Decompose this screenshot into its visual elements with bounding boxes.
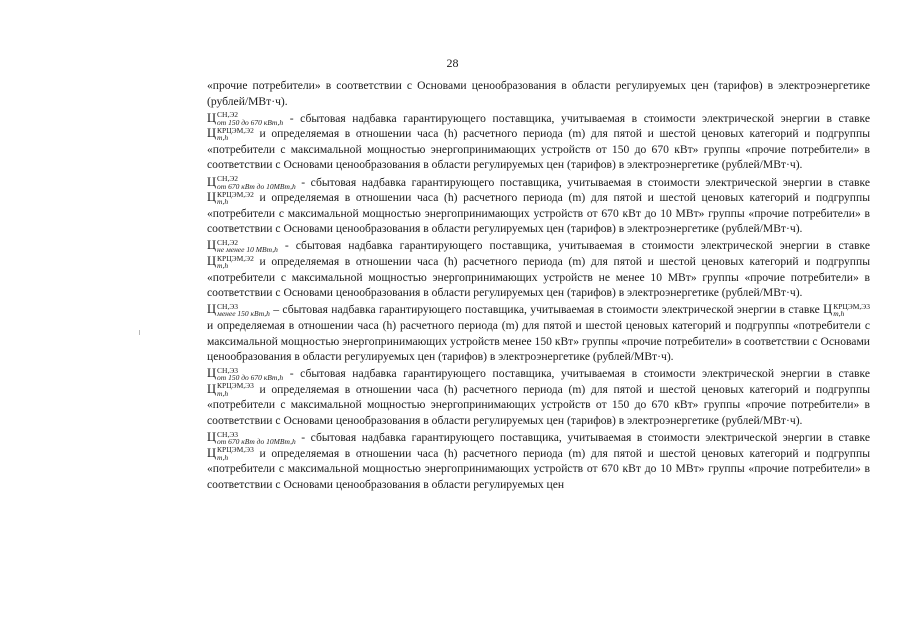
symbol-superscript: СН,Э3 xyxy=(217,301,239,311)
definition-paragraph-1 xyxy=(207,111,870,173)
symbol-superscript: СН,Э3 xyxy=(217,429,239,439)
definition-text: - сбытовая надбавка гарантирующего поставщика, учитываемая в стоимости электрической энергии в ставке xyxy=(283,111,870,125)
symbol-letter: Ц xyxy=(207,190,217,205)
definition-text: - сбытовая надбавка гарантирующего поставщика, учитываемая в стоимости электрической энергии в ставке xyxy=(295,175,870,189)
tariff-symbol xyxy=(207,429,296,447)
rate-subscript: m,h xyxy=(217,133,229,143)
rate-subscript: m,h xyxy=(217,261,229,271)
symbol-subscript: не менее 10 МВт,h xyxy=(217,245,278,255)
definition-paragraph-6 xyxy=(207,430,870,492)
symbol-subscript: менее 150 кВт,h xyxy=(217,309,270,319)
rate-subscript: m,h xyxy=(217,197,229,207)
rate-superscript: КРЦЭМ,Э2 xyxy=(217,189,254,199)
definition-text-continued: и определяемая в отношении часа (h) расчетного периода (m) для пятой и шестой ценовых категорий и подгруппы «потребители с максимальной мощностью энергопринимающих устройств от 670 кВт до 10 МВт» группы «прочие потребители» в соответствии с Основами ценообразования в области регулируемых цен (тарифов) в электроэнергетике (рублей/МВт·ч). xyxy=(207,191,870,236)
rate-symbol xyxy=(207,253,254,271)
symbol-superscript: СН,Э3 xyxy=(217,365,239,375)
rate-symbol xyxy=(207,383,254,396)
rate-symbol xyxy=(207,447,254,460)
rate-superscript: КРЦЭМ,Э3 xyxy=(833,301,870,311)
rate-superscript: КРЦЭМ,Э3 xyxy=(217,445,254,455)
symbol-superscript: СН,Э2 xyxy=(217,237,239,247)
definition-paragraph-4 xyxy=(207,302,870,364)
tariff-symbol xyxy=(207,176,296,189)
symbol-subscript: от 150 до 670 кВт,h xyxy=(217,117,284,127)
definition-text: - сбытовая надбавка гарантирующего поставщика, учитываемая в стоимости электрической энергии в ставке xyxy=(295,431,870,445)
symbol-letter: Ц xyxy=(207,238,217,253)
page-number: 28 xyxy=(446,56,459,70)
symbol-letter: Ц xyxy=(823,302,833,317)
symbol-letter: Ц xyxy=(207,366,217,381)
symbol-letter: Ц xyxy=(207,381,217,396)
rate-symbol xyxy=(207,125,254,143)
rate-symbol xyxy=(207,189,254,207)
symbol-letter: Ц xyxy=(207,445,217,460)
symbol-subscript: от 150 до 670 кВт,h xyxy=(217,373,284,383)
definition-text-continued: и определяемая в отношении часа (h) расчетного периода (m) для пятой и шестой ценовых категорий и подгруппы «потребители с максимальной мощностью энергопринимающих устройств от 150 до 670 кВт» группы «прочие потребители» в соответствии с Основами ценообразования в области регулируемых цен (тарифов) в электроэнергетике (рублей/МВт·ч). xyxy=(207,382,870,427)
tariff-symbol xyxy=(207,112,283,125)
symbol-superscript: СН,Э2 xyxy=(217,174,239,184)
symbol-letter: Ц xyxy=(207,110,217,125)
intro-paragraph: «прочие потребители» в соответствии с Основами ценообразования в области регулируемых цен (тарифов) в электроэнергетике (рублей/МВт·ч). xyxy=(207,79,870,108)
symbol-letter: Ц xyxy=(207,174,217,189)
definition-text: - сбытовая надбавка гарантирующего поставщика, учитываемая в стоимости электрической энергии в ставке xyxy=(277,239,870,253)
symbol-superscript: СН,Э2 xyxy=(217,110,239,120)
symbol-letter: Ц xyxy=(207,254,217,269)
definition-paragraph-2 xyxy=(207,175,870,237)
definition-text: - сбытовая надбавка гарантирующего поставщика, учитываемая в стоимости электрической энергии в ставке xyxy=(283,367,870,381)
tariff-symbol xyxy=(207,237,278,255)
definition-text-continued: и определяемая в отношении часа (h) расчетного периода (m) для пятой и шестой ценовых категорий и подгруппы «потребители с максимальной мощностью энергопринимающих устройств от 670 кВт до 10 МВт» группы «прочие потребители» в соответствии с Основами ценообразования в области регулируемых цен xyxy=(207,446,870,491)
rate-subscript: m,h xyxy=(217,388,229,398)
rate-superscript: КРЦЭМ,Э2 xyxy=(217,125,254,135)
tariff-symbol xyxy=(207,365,284,383)
definition-text: – сбытовая надбавка гарантирующего поставщика, учитываемая в стоимости электрической энергии в ставке xyxy=(269,303,824,317)
symbol-subscript: от 670 кВт до 10МВт,h xyxy=(217,181,296,191)
symbol-subscript: от 670 кВт до 10МВт,h xyxy=(217,437,296,447)
rate-subscript: m,h xyxy=(217,452,229,462)
rate-symbol xyxy=(823,301,870,319)
definition-text-continued: и определяемая в отношении часа (h) расчетного периода (m) для пятой и шестой ценовых категорий и подгруппы «потребители с максимальной мощностью энергопринимающих устройств менее 150 кВт» группы «прочие потребители» в соответствии с Основами ценообразования в области регулируемых цен (тарифов) в электроэнергетике (рублей/МВт·ч). xyxy=(207,318,870,364)
definition-text-continued: и определяемая в отношении часа (h) расчетного периода (m) для пятой и шестой ценовых категорий и подгруппы «потребители с максимальной мощностью энергопринимающих устройств от 150 до 670 кВт» группы «прочие потребители» в соответствии с Основами ценообразования в области регулируемых цен (тарифов) в электроэнергетике (рублей/МВт·ч). xyxy=(207,127,870,172)
rate-subscript: m,h xyxy=(833,309,845,319)
definition-text-continued: и определяемая в отношении часа (h) расчетного периода (m) для пятой и шестой ценовых категорий и подгруппы «потребители с максимальной мощностью энергопринимающих устройств не менее 10 МВт» группы «прочие потребители» в соответствии с Основами ценообразования в области регулируемых цен (тарифов) в электроэнергетике (рублей/МВт·ч). xyxy=(207,255,870,300)
tariff-symbol xyxy=(207,301,270,319)
document-body xyxy=(207,78,870,494)
rate-superscript: КРЦЭМ,Э2 xyxy=(217,253,254,263)
symbol-letter: Ц xyxy=(207,126,217,141)
symbol-letter: Ц xyxy=(207,302,217,317)
definition-paragraph-5 xyxy=(207,366,870,428)
definition-paragraph-3 xyxy=(207,238,870,300)
margin-mark xyxy=(139,330,140,335)
rate-superscript: КРЦЭМ,Э3 xyxy=(217,381,254,391)
symbol-letter: Ц xyxy=(207,430,217,445)
